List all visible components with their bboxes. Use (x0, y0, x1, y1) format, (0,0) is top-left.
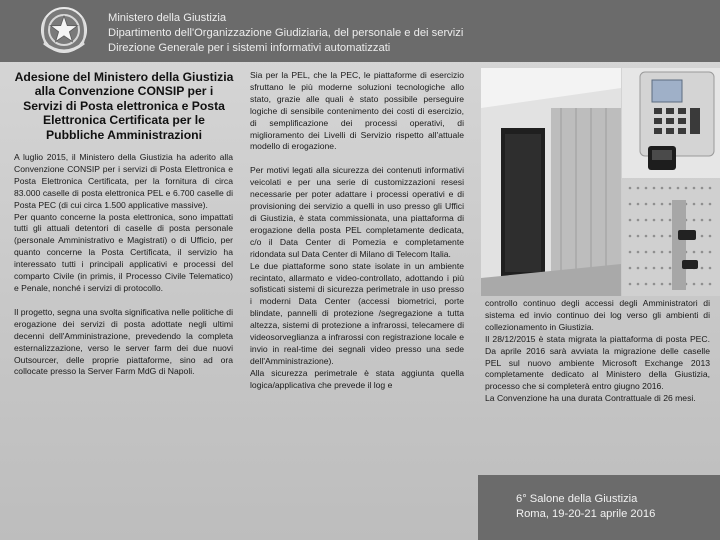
header-bar (0, 0, 720, 62)
article-title: Adesione del Ministero della Giustizia alla Convenzione CONSIP per i Servizi di Posta elettronica e Posta Elettronica Certificata per le Pubbliche Amministrazioni (14, 70, 234, 142)
col2-paragraph-2: Per motivi legati alla sicurezza dei contenuti informativi veicolati e per una serie di customizzazioni resesi necessarie per poter adattare i processi operativi e di provisioning dei servizio a quelli in uso presso gli Uffici di Giustizia, è stata commissionata, una piattaforma di erogazione della posta PEL completamente dedicata, c/o il Data Center di Pomezia e completamente ridondata sul Data Center di Milano di Telecom Italia. (250, 165, 464, 259)
col3-paragraph-3: La Convenzione ha una durata Contrattuale di 26 mesi. (485, 393, 696, 404)
col2-paragraph-4: Alla sicurezza perimetrale è stata aggiunta quella logica/applicativa che prevede il log e (250, 367, 464, 390)
event-footer-text (516, 492, 655, 522)
header-directorate: Direzione Generale per i sistemi informativi automatizzati (108, 42, 391, 54)
col1-paragraph-2: Per quanto concerne la posta elettronica, sono impattati tutti gli attuali detentori di caselle di posta personale (personale Amministrativo e Magistrati) o di Ufficio, per quanto concerne la Posta Certificata, il servizio ha interessato tutti i principali applicativi e processi del comparto Civile (in primis, il Processo Civile Telematico) e Penale, nonché i servizi di protocollo. (14, 211, 233, 293)
col2-paragraph-3: Le due piattaforme sono state isolate in un ambiente recintato, allarmato e video-controllato, adottando i più sofisticati sistemi di sicurezza perimetrale in uso presso i moderni Data Center (accessi biometrici, porte blindate, pannelli di protezione /segregazione a tutta altezza, sistemi di protezione a infrarossi, telecamere di videosorveglianza a infrarossi con registrazione locale e invio in real-time dei segnali video presso una sede dell'Amministrazione). (250, 260, 464, 366)
event-title: 6° Salone della Giustizia (516, 493, 638, 505)
header-department: Dipartimento dell'Organizzazione Giudiziaria, del personale e dei servizi (108, 27, 464, 39)
col2-paragraph-1: Sia per la PEL, che la PEC, le piattaforme di esercizio sfruttano le più moderne soluzioni tecnologiche allo stato, grazie alle quali è stato possibile perseguire logiche di sensibile contenimento dei costi di esercizio, di semplificazione dei processi operativi, di miglioramento dei Livelli di Servizio rispetto all'attuale modello di erogazione. (250, 70, 464, 152)
col3-paragraph-2: Il 28/12/2015 è stata migrata la piattaforma di posta PEC. Da aprile 2016 sarà avviata la migrazione delle caselle PEL sul nuovo ambiente Microsoft Exchange 2013 completamente dedicato al Ministero della Giustizia, processo che si completerà entro giugno 2016. (485, 333, 710, 392)
security-panels-photo (622, 180, 720, 296)
col1-paragraph-3: Il progetto, segna una svolta significativa nelle politiche di erogazione dei servizi di posta adottate negli ultimi decenni dell'Amministrazione, prevedendo la completa esternalizzazione, verso le server farm dei due nuovi Outsourcer, delle proprie piattaforme, sino ad ora collocate presso la Server Farm MdG di Napoli. (14, 306, 233, 377)
col3-paragraph-1: controllo continuo degli accessi degli Amministratori di sistema ed invio continuo dei log verso gli ambienti di collezionamento in Giustizia. (485, 298, 710, 332)
italian-republic-emblem-icon (36, 3, 92, 59)
column-1 (14, 152, 233, 378)
biometric-keypad-photo (622, 68, 720, 178)
event-date: Roma, 19-20-21 aprile 2016 (516, 508, 656, 520)
server-room-photo (481, 68, 621, 296)
col1-paragraph-1: A luglio 2015, il Ministero della Giustizia ha aderito alla Convenzione CONSIP per i servizi di Posta Elettronica e Posta Elettronica Certificata, per la fornitura di circa 83.000 caselle di posta elettronica PEL e 6.700 caselle di Posta PEC (di cui circa 1.500 applicative massive). (14, 152, 233, 210)
column-3 (485, 298, 710, 405)
header-ministry: Ministero della Giustizia (108, 12, 227, 24)
column-2 (250, 70, 464, 392)
